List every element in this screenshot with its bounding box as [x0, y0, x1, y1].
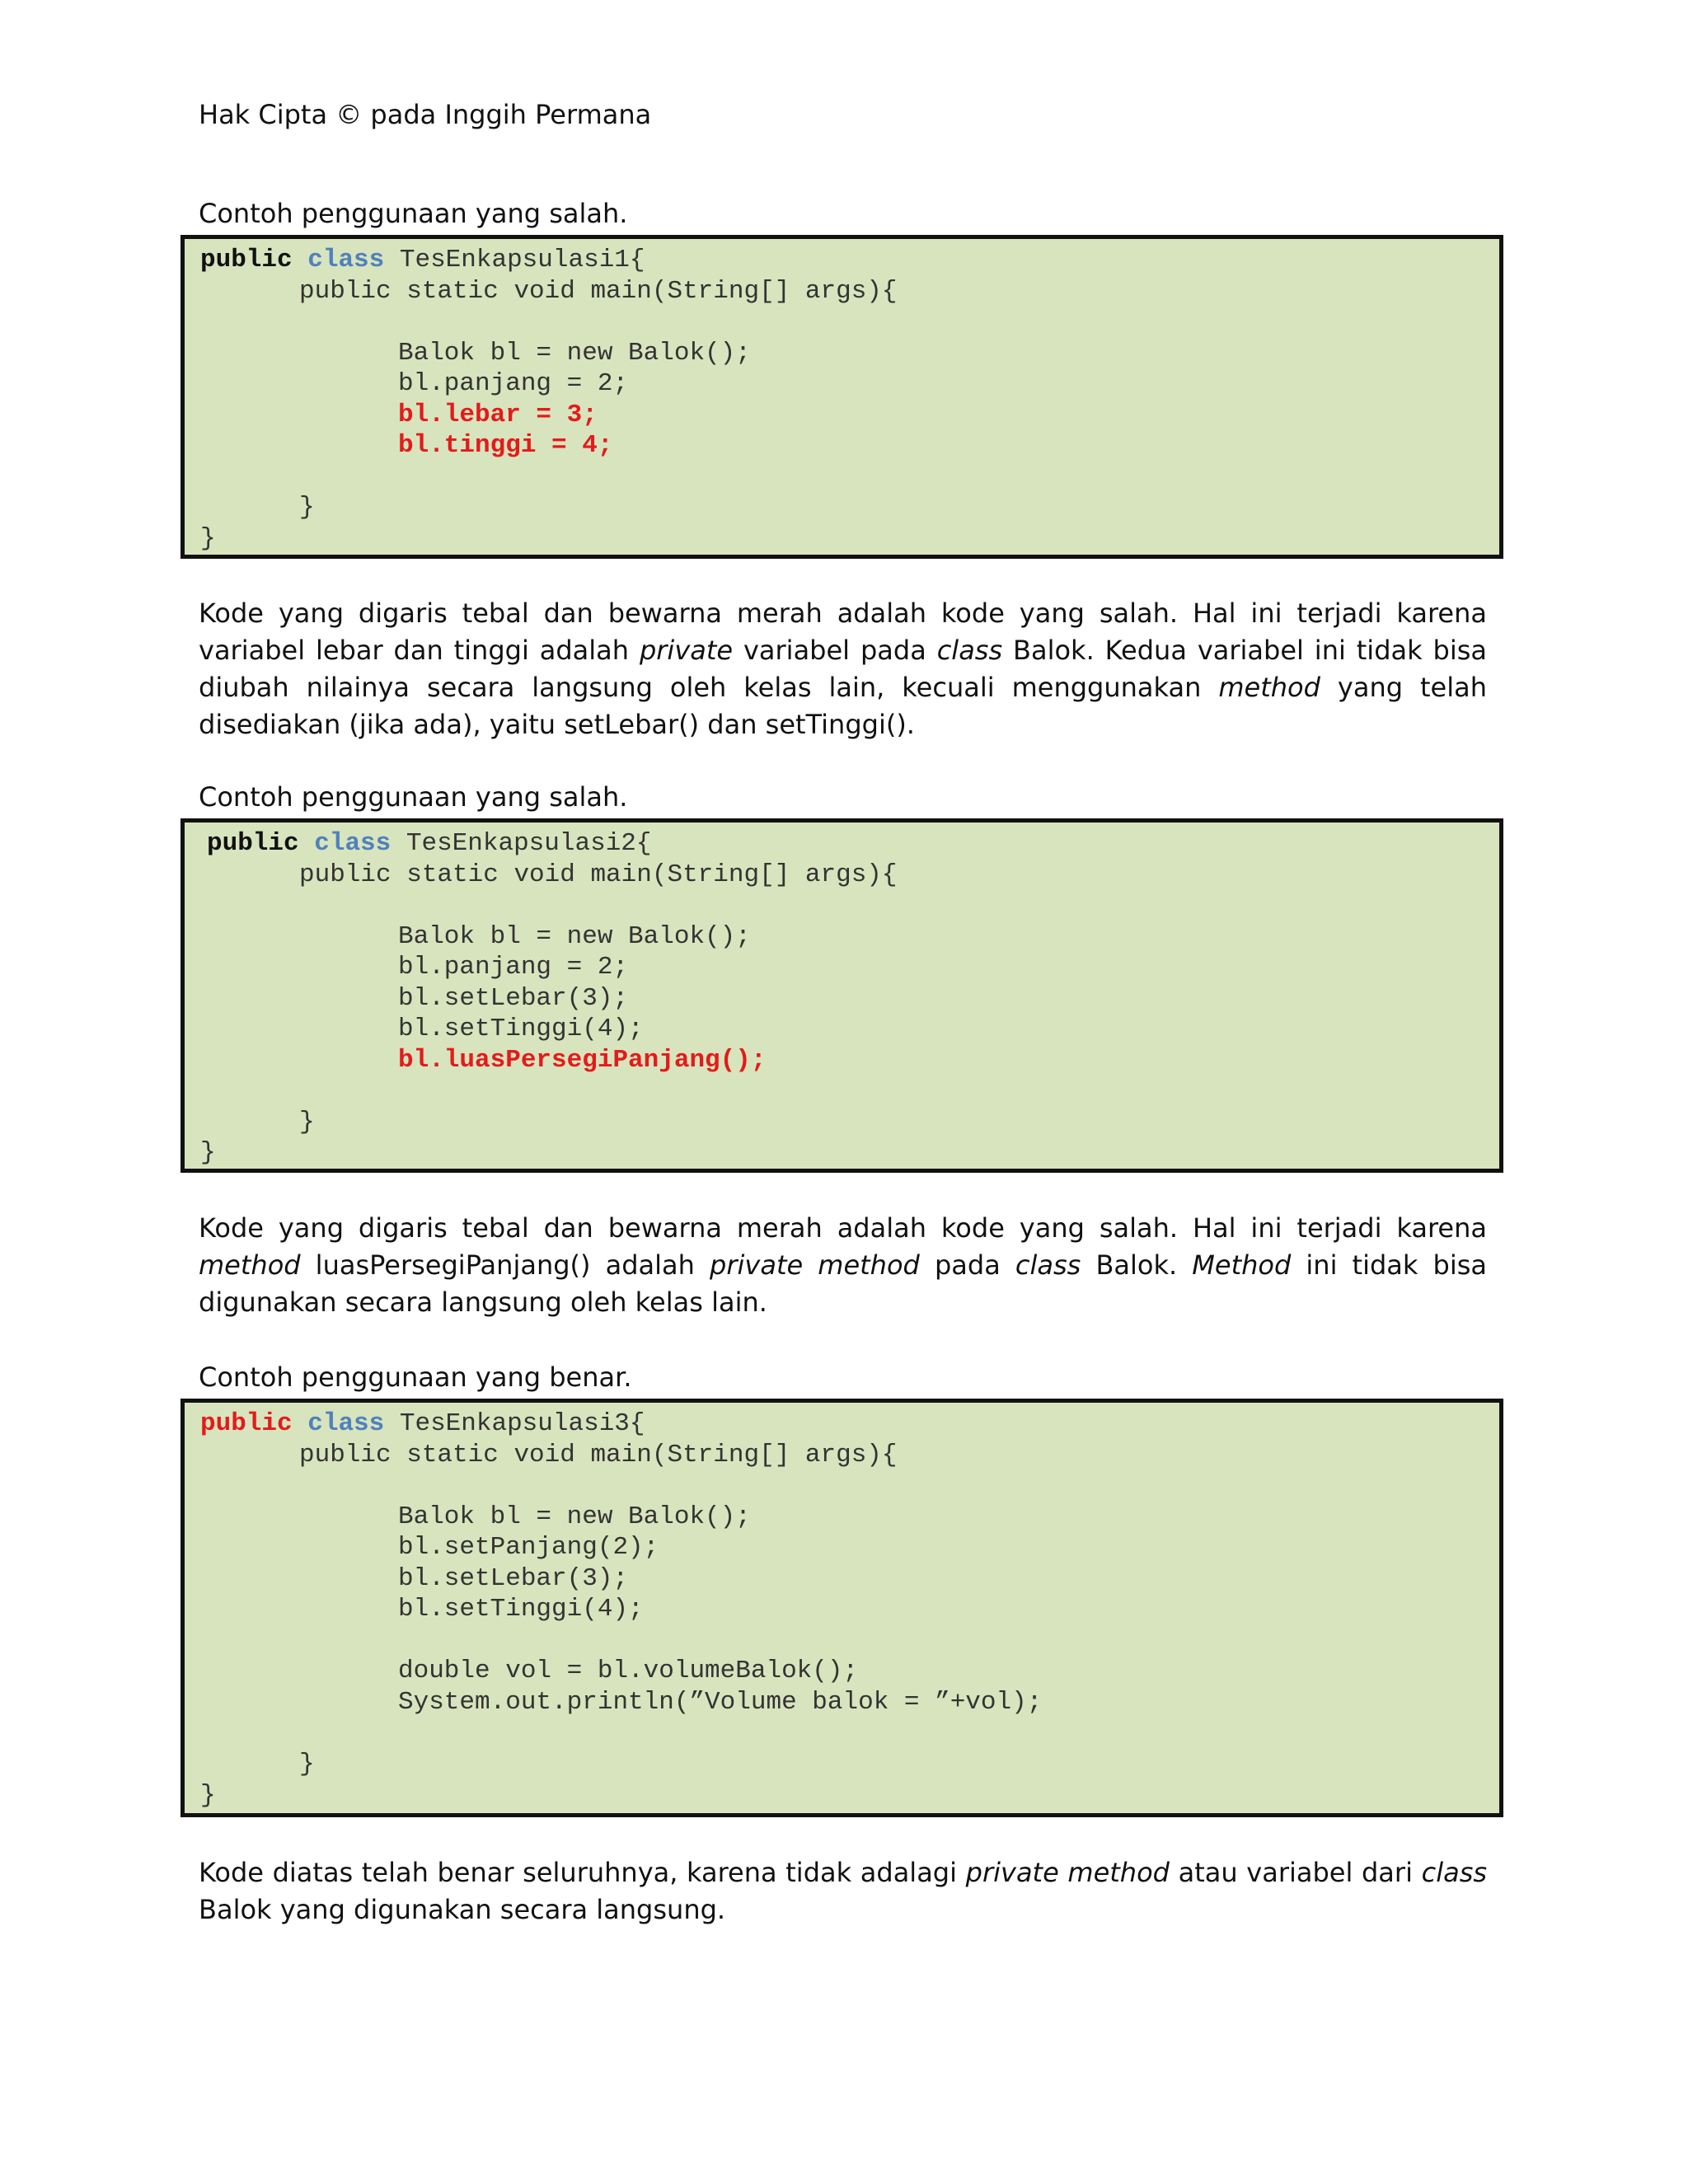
closing-brace: } [200, 1781, 216, 1810]
class-name: TesEnkapsulasi3{ [399, 1409, 645, 1438]
error-code-line: bl.tinggi = 4; [398, 431, 613, 460]
class-declaration [200, 245, 645, 276]
paragraph-text: luasPersegiPanjang() adalah [300, 1249, 710, 1281]
closing-brace: } [299, 1108, 315, 1137]
italic-term: method [199, 1249, 301, 1281]
italic-term: private method [965, 1857, 1170, 1888]
page-header: Hak Cipta © pada Inggih Permana [199, 99, 652, 130]
italic-term: Method [1192, 1249, 1292, 1281]
keyword-class: class [314, 829, 392, 858]
paragraph-text: yang telah disediakan (jika ada), yaitu setLebar() dan setTinggi(). [199, 672, 1488, 740]
code-block-3 [181, 1399, 1503, 1817]
code-line: Balok bl = new Balok(); [398, 922, 751, 951]
main-method-line: public static void main(String[] args){ [299, 1441, 898, 1469]
closing-brace: } [299, 493, 315, 522]
paragraph-text: Kode yang digaris tebal dan bewarna merah adalah kode yang salah. Hal ini terjadi karena [199, 1212, 1487, 1244]
paragraph-text: Balok yang digunakan secara langsung. [199, 1894, 726, 1925]
keyword-public: public [207, 829, 299, 858]
paragraph-text: ini tidak bisa digunakan secara langsung oleh kelas lain. [199, 1249, 1488, 1318]
code-line: double vol = bl.volumeBalok(); [398, 1657, 859, 1685]
italic-term: private [639, 635, 734, 666]
class-declaration [200, 1408, 645, 1440]
code-line: bl.setTinggi(4); [398, 1595, 644, 1624]
class-name: TesEnkapsulasi1{ [399, 246, 645, 274]
italic-term: class [1015, 1249, 1081, 1281]
code-line: bl.setLebar(3); [398, 984, 629, 1013]
code-line: bl.setLebar(3); [398, 1564, 629, 1593]
error-code-line: bl.lebar = 3; [398, 401, 598, 429]
class-declaration [207, 828, 652, 860]
paragraph-text: Kode diatas telah benar seluruhnya, karena tidak adalagi [199, 1857, 966, 1888]
code-line: bl.setPanjang(2); [398, 1533, 659, 1562]
code-block-1 [181, 235, 1503, 559]
explanation-paragraph-3 [199, 1854, 1487, 1929]
paragraph-text: Kode yang digaris tebal dan bewarna merah adalah kode yang salah. Hal ini terjadi karena variabel lebar dan tinggi adalah [199, 598, 1487, 666]
keyword-public: public [200, 1409, 293, 1438]
paragraph-text: variabel pada [733, 635, 937, 666]
code-line: System.out.println(”Volume balok = ”+vol); [398, 1688, 1043, 1717]
code-line: Balok bl = new Balok(); [398, 339, 751, 368]
closing-brace: } [200, 524, 216, 553]
paragraph-text: Balok. [1081, 1249, 1193, 1281]
code-line: bl.panjang = 2; [398, 369, 629, 398]
code-line: bl.panjang = 2; [398, 953, 629, 982]
code-line: Balok bl = new Balok(); [398, 1502, 751, 1531]
paragraph-text: atau variabel dari [1169, 1857, 1422, 1888]
explanation-paragraph-2 [199, 1210, 1487, 1321]
paragraph-text: Balok. Kedua variabel ini tidak bisa diubah nilainya secara langsung oleh kelas lain, kecuali menggunakan [199, 635, 1488, 703]
caption-1: Contoh penggunaan yang salah. [199, 198, 628, 229]
caption-2: Contoh penggunaan yang salah. [199, 781, 628, 813]
caption-3: Contoh penggunaan yang benar. [199, 1361, 632, 1393]
keyword-public: public [200, 246, 293, 274]
italic-term: method [1218, 672, 1320, 703]
main-method-line: public static void main(String[] args){ [299, 277, 898, 306]
italic-term: private method [710, 1249, 920, 1281]
code-block-2 [181, 818, 1503, 1173]
keyword-class: class [307, 246, 385, 274]
keyword-class: class [307, 1409, 385, 1438]
main-method-line: public static void main(String[] args){ [299, 860, 898, 889]
code-line: bl.setTinggi(4); [398, 1015, 644, 1043]
paragraph-text: pada [919, 1249, 1015, 1281]
error-code-line: bl.luasPersegiPanjang(); [398, 1046, 767, 1075]
class-name: TesEnkapsulasi2{ [406, 829, 652, 858]
closing-brace: } [200, 1138, 216, 1167]
italic-term: class [1421, 1857, 1488, 1888]
closing-brace: } [299, 1750, 315, 1779]
explanation-paragraph-1 [199, 595, 1487, 743]
italic-term: class [936, 635, 1003, 666]
